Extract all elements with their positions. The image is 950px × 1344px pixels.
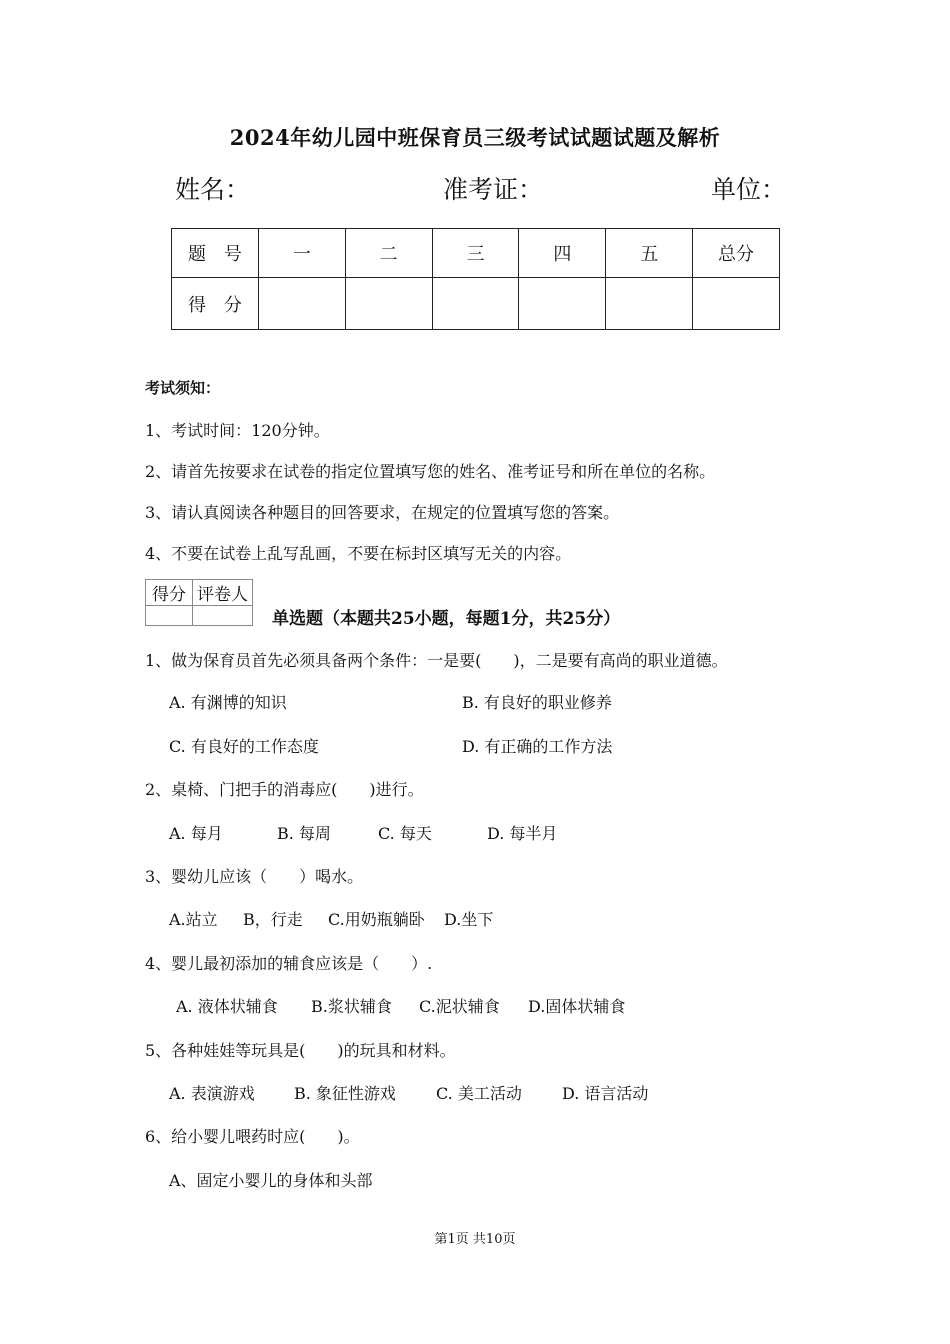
notice-heading: 考试须知： [145, 379, 221, 397]
score-input-cell[interactable] [519, 278, 606, 330]
grader-name-cell[interactable] [193, 606, 253, 626]
question-option: C. 每天 [378, 824, 432, 843]
score-table-score-row [172, 278, 780, 330]
question-option: D. 语言活动 [562, 1084, 649, 1103]
question-option: A. 有渊博的知识 [169, 693, 287, 712]
question-option: A. 表演游戏 [169, 1084, 255, 1103]
question-option: C. 美工活动 [436, 1084, 522, 1103]
score-input-cell[interactable] [345, 278, 432, 330]
score-input-cell[interactable] [693, 278, 780, 330]
question-option: B. 每周 [277, 824, 331, 843]
notice-item: 2、请首先按要求在试卷的指定位置填写您的姓名、准考证号和所在单位的名称。 [145, 462, 716, 481]
question-stem: 4、婴儿最初添加的辅食应该是（ ）. [145, 954, 433, 973]
notice-item: 1、考试时间：120分钟。 [145, 421, 330, 440]
notice-item: 4、不要在试卷上乱写乱画，不要在标封区填写无关的内容。 [145, 544, 572, 563]
question-stem: 5、各种娃娃等玩具是( )的玩具和材料。 [145, 1041, 456, 1060]
score-table-cell: 四 [519, 229, 606, 278]
question-option: A.站立 [169, 910, 218, 929]
document-title: 2024年幼儿园中班保育员三级考试试题试题及解析 [229, 125, 721, 150]
score-table [171, 228, 780, 330]
name-field-label: 姓名： [175, 175, 251, 204]
score-table-cell: 题 号 [172, 229, 259, 278]
question-option: D.固体状辅食 [528, 997, 626, 1016]
score-table-header-row [172, 229, 780, 278]
question-stem: 6、给小婴儿喂药时应( )。 [145, 1127, 360, 1146]
question-option: C. 有良好的工作态度 [169, 737, 319, 756]
unit-field-label: 单位： [711, 175, 787, 204]
score-input-cell[interactable] [606, 278, 693, 330]
score-input-cell[interactable] [258, 278, 345, 330]
score-table-cell: 一 [258, 229, 345, 278]
score-table-cell: 二 [345, 229, 432, 278]
question-option: A. 每月 [169, 824, 223, 843]
question-option: B. 有良好的职业修养 [462, 693, 612, 712]
score-input-cell[interactable] [432, 278, 519, 330]
question-option: C.泥状辅食 [419, 997, 500, 1016]
score-table-cell: 三 [432, 229, 519, 278]
score-table-cell: 总分 [693, 229, 780, 278]
question-option: A、固定小婴儿的身体和头部 [169, 1171, 373, 1190]
question-stem: 3、婴幼儿应该（ ）喝水。 [145, 867, 364, 886]
grader-score-cell[interactable] [146, 606, 193, 626]
question-option: D.坐下 [444, 910, 494, 929]
score-table-cell: 得 分 [172, 278, 259, 330]
question-stem: 2、桌椅、门把手的消毒应( )进行。 [145, 780, 424, 799]
score-table-cell: 五 [606, 229, 693, 278]
section-heading: 单选题（本题共25小题，每题1分，共25分） [272, 609, 621, 629]
question-option: C.用奶瓶躺卧 [328, 910, 425, 929]
notice-item: 3、请认真阅读各种题目的回答要求，在规定的位置填写您的答案。 [145, 503, 620, 522]
question-stem: 1、做为保育员首先必须具备两个条件：一是要( )，二是要有高尚的职业道德。 [145, 651, 728, 670]
question-option: B，行走 [243, 910, 303, 929]
grader-table [145, 579, 253, 626]
question-option: A. 液体状辅食 [176, 997, 278, 1016]
question-option: D. 有正确的工作方法 [462, 737, 613, 756]
question-option: B.浆状辅食 [311, 997, 392, 1016]
question-option: B. 象征性游戏 [294, 1084, 396, 1103]
grader-table-score-label: 得分 [146, 580, 193, 606]
question-option: D. 每半月 [487, 824, 558, 843]
page-footer: 第1页 共10页 [434, 1232, 516, 1247]
exam-number-field-label: 准考证： [443, 175, 544, 204]
grader-table-grader-label: 评卷人 [193, 580, 253, 606]
